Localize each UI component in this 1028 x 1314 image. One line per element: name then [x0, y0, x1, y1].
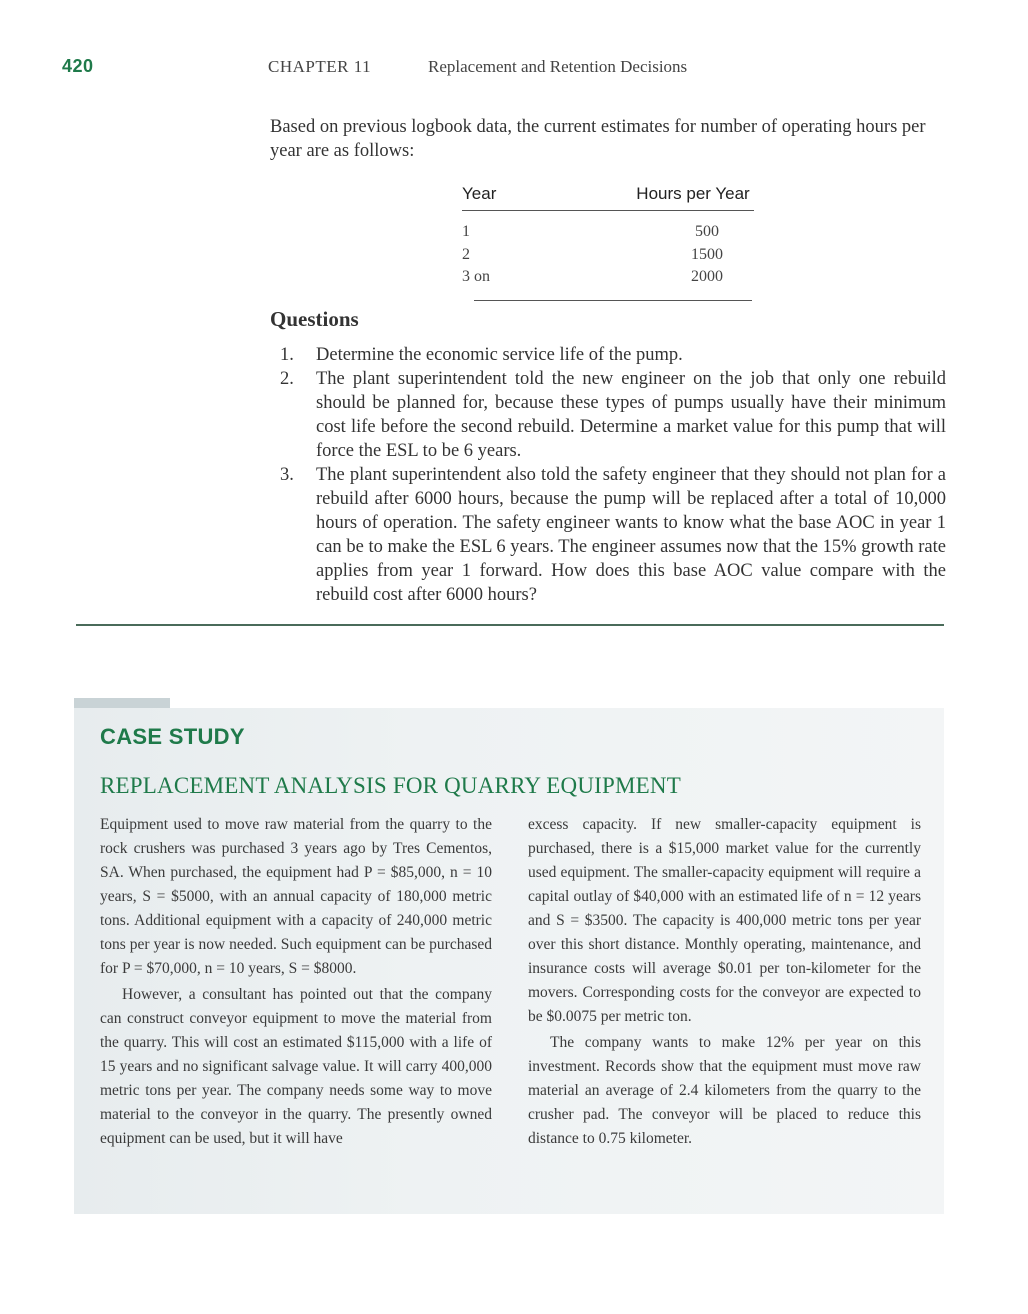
paragraph: The company wants to make 12% per year on this investment. Records show that the equipment must move raw material an average of 2.4 kilometers from the quarry to the crusher pad. The conveyor will be placed to reduce this distance to 0.75 kilometer.: [528, 1034, 921, 1147]
question-item: [270, 463, 946, 607]
chapter-title: Replacement and Retention Decisions: [428, 57, 688, 76]
question-number: 2.: [280, 369, 294, 389]
question-text: The plant superintendent told the new engineer on the job that only one rebuild should be planned for, because these types of pumps usually have their minimum cost life before the second rebuild. Determine a market value for this pump that will force the ESL to be 6 years.: [316, 369, 946, 461]
cell-hours: 1500: [691, 245, 723, 263]
question-text: Determine the economic service life of the pump.: [316, 345, 683, 365]
column-header-year: Year: [462, 184, 497, 203]
question-item: [270, 367, 946, 463]
cell-year: 1: [462, 223, 470, 240]
table-body: [462, 211, 754, 289]
case-study-tab-decoration: [74, 698, 170, 708]
page-number: 420: [62, 56, 94, 76]
question-item: [270, 343, 946, 367]
case-study-title: REPLACEMENT ANALYSIS FOR QUARRY EQUIPMENT: [100, 773, 681, 798]
paragraph: excess capacity. If new smaller-capacity equipment is purchased, there is a $15,000 market value for the currently used equipment. The smaller-capacity equipment will require a capital outlay of $40,000 with an estimated life of n = 12 years and S = $3500. The capacity is 400,000 metric tons per year over this short distance. Monthly operating, maintenance, and insurance costs will average $0.01 per ton-kilometer for the movers. Corresponding costs for the conveyor are expected to be $0.0075 per metric ton.: [528, 816, 921, 1025]
column-header-hours: Hours per Year: [636, 184, 750, 203]
table-row: [462, 244, 754, 267]
cell-year: 2: [462, 245, 470, 263]
intro-paragraph: Based on previous logbook data, the current estimates for number of operating hours per year are as follows:: [270, 117, 926, 161]
chapter-label: CHAPTER 11: [268, 57, 372, 76]
section-divider: [76, 624, 944, 626]
table-row: [462, 266, 754, 289]
table-header-row: [462, 184, 754, 211]
hours-table: [462, 184, 754, 289]
paragraph: Equipment used to move raw material from the quarry to the rock crushers was purchased 3 years ago by Tres Cementos, SA. When purchased, the equipment had P = $85,000, n = 10 years, S = $5000, with an annual capacity of 180,000 metric tons. Additional equipment with a capacity of 240,000 metric tons per year is now needed. Such equipment can be purchased for P = $70,000, n = 10 years, S = $8000.: [100, 816, 492, 977]
questions-list: [270, 343, 946, 607]
question-text: The plant superintendent also told the safety engineer that they should not plan for a rebuild after 6000 hours, because the pump will be replaced after a total of 10,000 hours of operation. The safety engineer wants to know what the base AOC in year 1 can be to make the ESL 6 years. The engineer assumes now that the 15% growth rate applies from year 1 forward. How does this base AOC value compare with the rebuild cost after 6000 hours?: [316, 465, 946, 605]
question-number: 3.: [280, 465, 294, 485]
question-number: 1.: [280, 345, 294, 365]
table-bottom-rule: [474, 300, 752, 301]
table-row: [462, 221, 754, 244]
cell-hours: 500: [695, 223, 719, 240]
case-study-label: CASE STUDY: [100, 724, 245, 749]
case-study-right-column: [528, 813, 921, 1151]
questions-heading: Questions: [270, 307, 359, 331]
cell-hours: 2000: [691, 268, 723, 285]
case-study-left-column: [100, 813, 492, 1151]
cell-year: 3 on: [462, 268, 490, 285]
paragraph: However, a consultant has pointed out that the company can construct conveyor equipment to move the material from the quarry. This will cost an estimated $115,000 with a life of 15 years and no significant salvage value. It will carry 400,000 metric tons per year. The company needs some way to move material to the conveyor in the quarry. The presently owned equipment can be used, but it will have: [100, 986, 492, 1147]
